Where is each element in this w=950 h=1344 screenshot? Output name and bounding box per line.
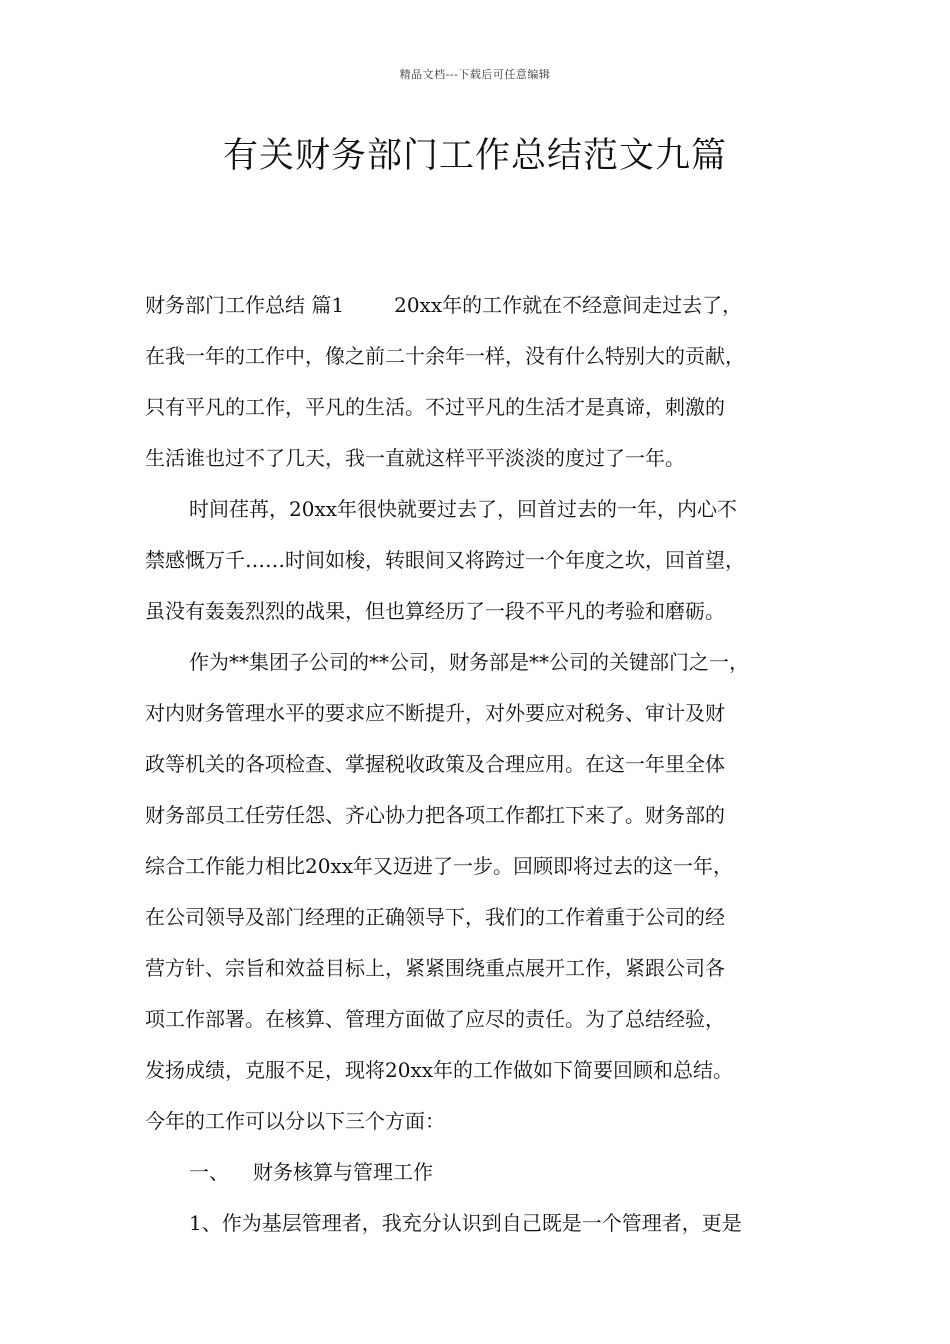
section-heading	[145, 1147, 815, 1198]
section1-first-line	[145, 280, 815, 331]
section1-lead: 20xx年的工作就在不经意间走过去了，	[394, 293, 743, 317]
paragraph-line: 禁感慨万千……时间如梭，转眼间又将跨过一个年度之坎，回首望，	[145, 548, 745, 572]
section-heading-text: 财务核算与管理工作	[253, 1160, 433, 1184]
paragraph-line: 虽没有轰轰烈烈的战果，但也算经历了一段不平凡的考验和磨砺。	[145, 599, 725, 623]
paragraph-line: 1、作为基层管理者，我充分认识到自己既是一个管理者，更是	[189, 1211, 742, 1235]
section-heading-number: 一、	[189, 1160, 229, 1184]
document-title: 有关财务部门工作总结范文九篇	[222, 136, 727, 176]
paragraph-line: 作为**集团子公司的**公司，财务部是**公司的关键部门之一，	[189, 650, 749, 674]
paragraph-line: 项工作部署。在核算、管理方面做了应尽的责任。为了总结经验，	[145, 1007, 725, 1031]
paragraph-line: 生活谁也过不了几天，我一直就这样平平淡淡的度过了一年。	[145, 446, 685, 470]
paragraph-line: 发扬成绩，克服不足，现将20xx年的工作做如下简要回顾和总结。	[145, 1058, 734, 1082]
header-note: 精品文档---下载后可任意编辑	[399, 68, 551, 81]
paragraph-line: 在我一年的工作中，像之前二十余年一样，没有什么特别大的贡献，	[145, 344, 745, 368]
paragraph-line: 营方针、宗旨和效益目标上，紧紧围绕重点展开工作，紧跟公司各	[145, 956, 725, 980]
paragraph-line: 综合工作能力相比20xx年又迈进了一步。回顾即将过去的这一年，	[145, 854, 734, 878]
section1-label: 财务部门工作总结 篇1	[145, 293, 345, 317]
paragraph-line: 只有平凡的工作，平凡的生活。不过平凡的生活才是真谛，刺激的	[145, 395, 725, 419]
paragraph-line: 对内财务管理水平的要求应不断提升，对外要应对税务、审计及财	[145, 701, 725, 725]
paragraph-line: 政等机关的各项检查、掌握税收政策及合理应用。在这一年里全体	[145, 752, 725, 776]
paragraph-line: 今年的工作可以分以下三个方面：	[145, 1109, 445, 1133]
paragraph-line: 在公司领导及部门经理的正确领导下，我们的工作着重于公司的经	[145, 905, 725, 929]
paragraph-line: 财务部员工任劳任怨、齐心协力把各项工作都扛下来了。财务部的	[145, 803, 725, 827]
document-body	[145, 280, 815, 1249]
paragraph-line: 时间荏苒，20xx年很快就要过去了，回首过去的一年，内心不	[189, 497, 738, 521]
